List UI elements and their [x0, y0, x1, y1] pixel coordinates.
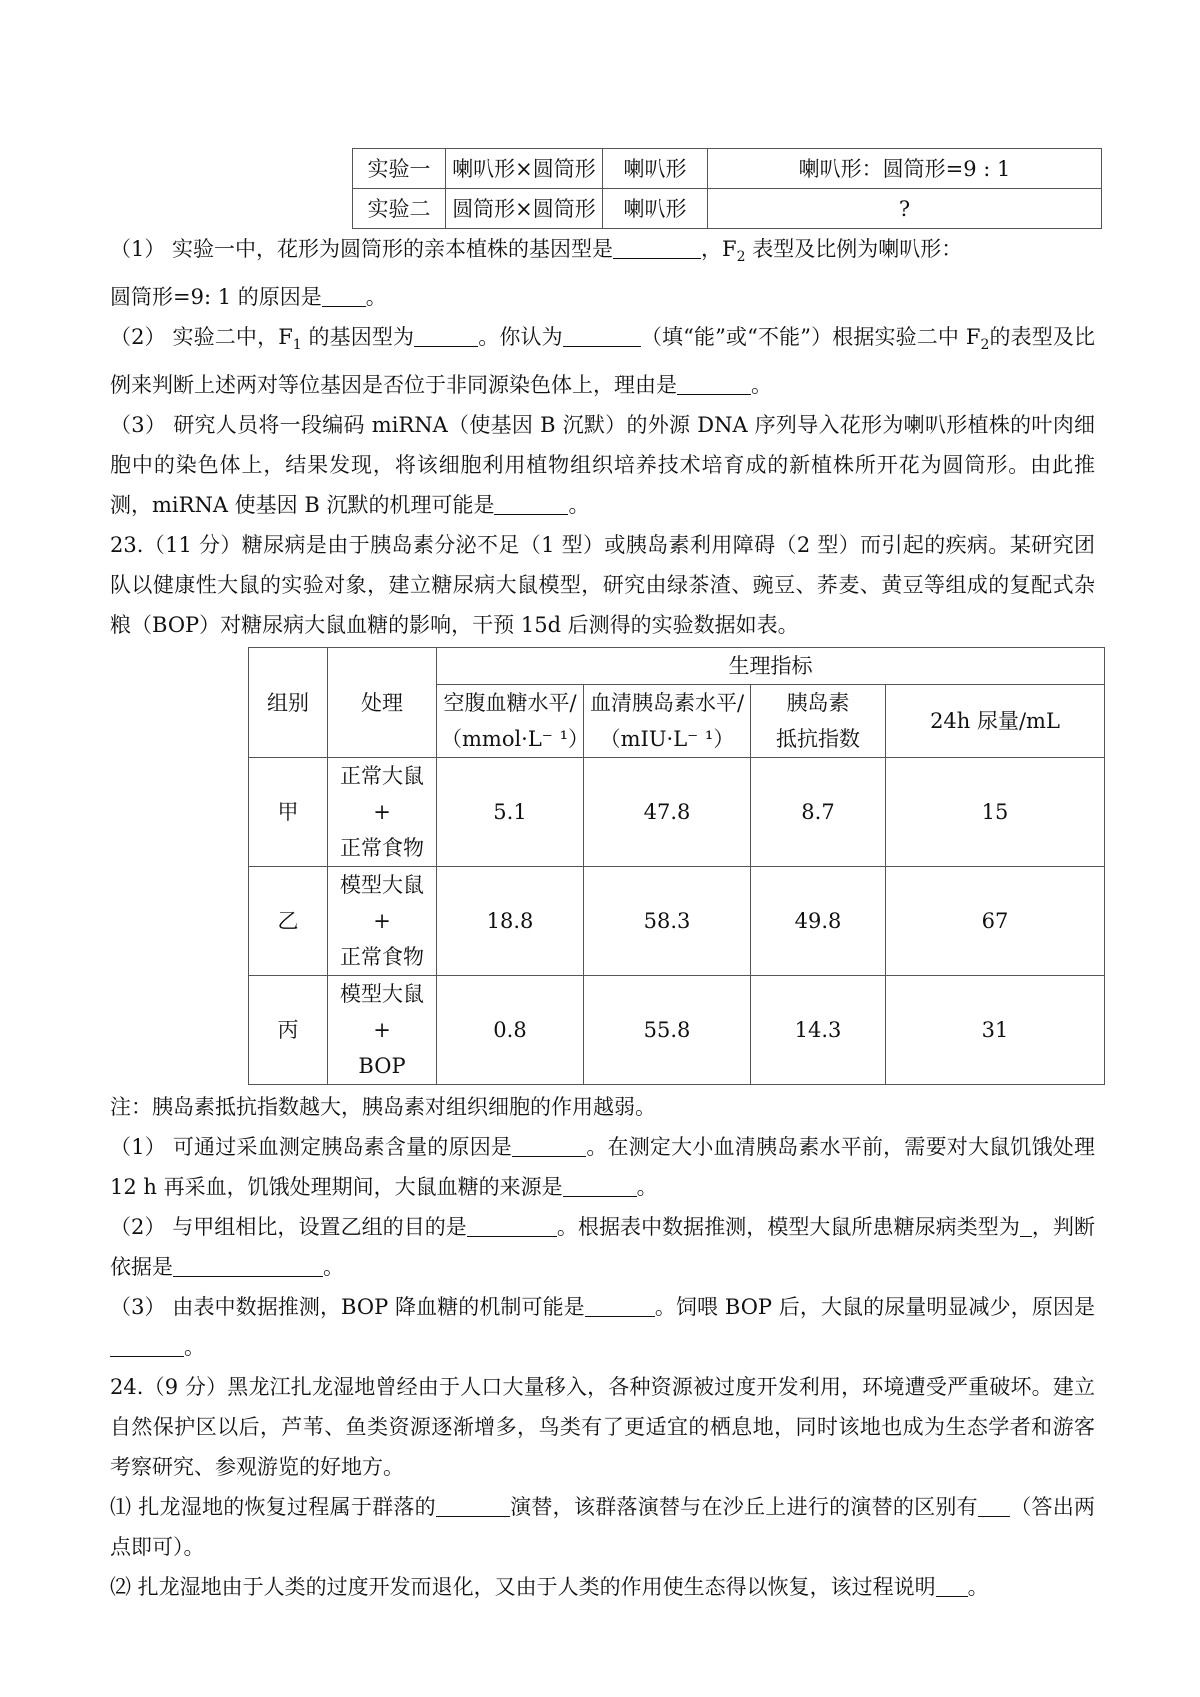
q24-intro: 24.（9 分）黑龙江扎龙湿地曾经由于人口大量移入，各种资源被过度开发利用，环境遭受严重破坏。建立自然保护区以后，芦苇、鱼类资源逐渐增多，鸟类有了更适宜的栖息地，同时该地也成为生态学者和游客考察研究、参观游览的好地方。 — [110, 1375, 1095, 1480]
answer-blank — [494, 490, 568, 515]
answer-blank — [613, 234, 701, 259]
exam-page — [110, 148, 1095, 1607]
table-row: 实验二 圆筒形×圆筒形 喇叭形 ? — [353, 189, 1102, 229]
table-row: 实验一 喇叭形×圆筒形 喇叭形 喇叭形：圆筒形=9 : 1 — [353, 149, 1102, 189]
q24-part1: ⑴ 扎龙湿地的恢复过程属于群落的 演替，该群落演替与在沙丘上进行的演替的区别有 （答出两点即可）。 — [110, 1487, 1095, 1567]
answer-blank — [110, 1332, 184, 1357]
q23-part3: （3） 由表中数据推测，BOP 降血糖的机制可能是 。饲喂 BOP 后，大鼠的尿量明显减少，原因是。 — [110, 1287, 1095, 1367]
q23-note: 注：胰岛素抵抗指数越大，胰岛素对组织细胞的作用越弱。 — [110, 1095, 656, 1120]
answer-blank — [563, 322, 641, 347]
q23-part1: （1） 可通过采血测定胰岛素含量的原因是 。在测定大小血清胰岛素水平前，需要对大鼠饥饿处理 12 h 再采血，饥饿处理期间，大鼠血糖的来源是 。 — [110, 1127, 1095, 1207]
q22-part3: （3） 研究人员将一段编码 miRNA（使基因 B 沉默）的外源 DNA 序列导入花形为喇叭形植株的叶肉细胞中的染色体上，结果发现，将该细胞利用植物组织培养技术培育成的新植株所开花为圆筒形。由此推测，miRNA 使基因 B 沉默的机理可能是 。 — [110, 413, 1095, 518]
answer-blank — [512, 1132, 586, 1157]
answer-blank — [173, 1252, 323, 1277]
answer-blank — [436, 1492, 510, 1517]
q23-intro: 23.（11 分）糖尿病是由于胰岛素分泌不足（1 型）或胰岛素利用障碍（2 型）而引起的疾病。某研究团队以健康性大鼠的实验对象，建立糖尿病大鼠模型，研究由绿茶渣、豌豆、荞麦、黄豆等组成的复配式杂粮（BOP）对糖尿病大鼠血糖的影响，干预 15d 后测得的实验数据如表。 — [110, 533, 1095, 638]
q22-part1: （1） 实验一中，花形为圆筒形的亲本植株的基因型是 ，$F_2$ 表型及比例为喇叭形： 圆筒形=9: 1 的原因是 。 — [110, 229, 1095, 317]
cross-experiment-table — [352, 148, 1102, 229]
diabetes-data-table — [248, 647, 1105, 1085]
table-row: 乙 模型大鼠+ 正常食物 18.8 58.3 49.8 67 — [249, 867, 1105, 976]
answer-blank — [978, 1492, 1010, 1517]
answer-blank — [322, 282, 366, 307]
q24-part2: ⑵ 扎龙湿地由于人类的过度开发而退化，又由于人类的作用使生态得以恢复，该过程说明 。 — [110, 1567, 1095, 1607]
answer-blank — [563, 1172, 637, 1197]
q22-part2: （2） 实验二中，$F_1$ 的基因型为 。你认为 （填“能”或“不能”）根据实验二中 $F_2$的表型及比例来判断上述两对等位基因是否位于非同源染色体上，理由是 。 — [110, 317, 1095, 405]
answer-blank — [677, 370, 751, 395]
table-row: 甲 正常大鼠+ 正常食物 5.1 47.8 8.7 15 — [249, 758, 1105, 867]
q23-part2: （2） 与甲组相比，设置乙组的目的是 。根据表中数据推测，模型大鼠所患糖尿病类型为 ，判断依据是 。 — [110, 1207, 1095, 1287]
table-header-row: 空腹血糖水平/ （mmol·L⁻ ¹） 血清胰岛素水平/ （mIU·L⁻ ¹） 胰岛素 抵抗指数 24h 尿量/mL — [249, 685, 1105, 758]
answer-blank — [936, 1572, 968, 1597]
table-row: 丙 模型大鼠+ BOP 0.8 55.8 14.3 31 — [249, 976, 1105, 1085]
answer-blank — [1020, 1212, 1032, 1237]
answer-blank — [414, 322, 478, 347]
answer-blank — [467, 1212, 557, 1237]
table-header-row: 组别 处理 生理指标 — [249, 648, 1105, 685]
answer-blank — [585, 1292, 655, 1317]
